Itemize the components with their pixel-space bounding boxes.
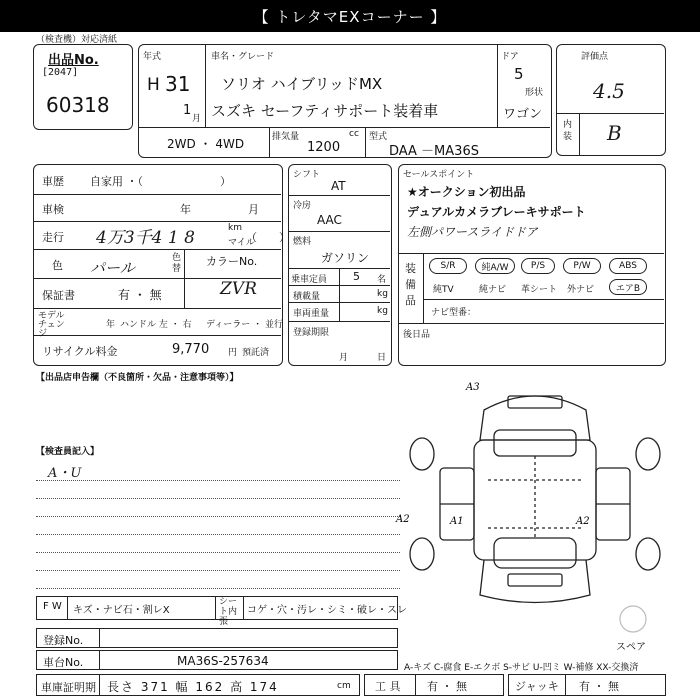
diagram-mark-a1: A1 xyxy=(450,516,464,527)
score-box xyxy=(556,44,666,156)
year-era: H xyxy=(147,75,160,95)
diagram-mark-a2-left: A2 xyxy=(396,514,410,525)
aircon-label: 冷房 xyxy=(293,201,312,211)
inspector-value: A・U xyxy=(48,466,82,481)
capacity-value: 5 xyxy=(353,270,360,283)
jack-value: 有 ・ 無 xyxy=(579,680,619,693)
handle-value: ハンドル 左 ・ 右 xyxy=(120,320,192,330)
recycle-unit: 円 xyxy=(228,348,238,358)
spare-tire-icon xyxy=(618,604,648,634)
equip-extnavi: 外ナビ xyxy=(567,285,595,295)
disp-unit: cc xyxy=(349,129,359,139)
load-unit: kg xyxy=(377,289,388,299)
jack-row xyxy=(508,674,666,696)
registration-label: 登録No. xyxy=(43,634,84,647)
model-change-year: 年 xyxy=(106,320,116,330)
lot-box xyxy=(33,44,133,130)
top-note: （検査機）対応済紙 xyxy=(36,35,118,45)
mileage-unit-km: km xyxy=(228,223,242,233)
history-label: 車歴 xyxy=(42,175,64,188)
tools-row xyxy=(364,674,504,696)
reg-expiry-month: 月 xyxy=(339,353,349,363)
mileage-value: 4万3千4 1 8 xyxy=(96,228,195,248)
warranty-value: 有 ・ 無 xyxy=(118,288,162,302)
shape-label: 形状 xyxy=(525,88,544,98)
equip-abs: ABS xyxy=(609,258,647,274)
month-value: 1 xyxy=(183,103,192,118)
equip-leather: 革シート xyxy=(521,285,558,295)
drive-text: 2WD ・ 4WD xyxy=(167,137,245,151)
equip-tv: 純TV xyxy=(433,285,454,295)
jack-label: ジャッキ xyxy=(515,680,559,693)
mileage-unit-mile: マイル xyxy=(228,238,255,248)
aircon-value: AAC xyxy=(317,213,342,227)
history-value: 自家用 ・（ ） xyxy=(90,175,231,188)
seat-label: シート内張 xyxy=(219,597,238,627)
sales-line2: デュアルカメラブレーキサポート xyxy=(407,205,586,219)
equip-pw: P/W xyxy=(563,258,601,274)
equip-sr: S/R xyxy=(429,258,467,274)
weight-unit: kg xyxy=(377,306,388,316)
capacity-label: 乗車定員 xyxy=(291,275,328,285)
year-value: 31 xyxy=(165,72,191,96)
sales-box xyxy=(398,164,666,366)
diagram-mark-a2-right: A2 xyxy=(576,516,590,527)
tools-value: 有 ・ 無 xyxy=(427,680,467,693)
equip-aw: 純A/W xyxy=(475,258,515,274)
equipment-label: 装備品 xyxy=(405,262,416,307)
tools-label: 工 具 xyxy=(375,680,401,693)
inspection-year: 年 xyxy=(180,203,191,216)
diagram-mark-a3: A3 xyxy=(466,382,480,393)
equip-airbag: エアB xyxy=(609,279,647,295)
shift-label: シフト xyxy=(293,170,321,180)
fuel-value: ガソリン xyxy=(321,251,370,265)
detail-box xyxy=(33,164,290,366)
weight-label: 車両重量 xyxy=(293,309,330,319)
registration-row xyxy=(36,628,398,648)
model-line1: ソリオ ハイブリッドMX xyxy=(221,75,383,93)
type-label: 型式 xyxy=(369,132,388,142)
shift-value: AT xyxy=(331,179,346,193)
color-code-value: ZVR xyxy=(220,279,257,299)
doors-value: 5 xyxy=(514,65,524,83)
load-label: 積載量 xyxy=(293,292,321,302)
inspection-label: 車検 xyxy=(42,203,64,216)
model-line2: スズキ セーフティサポート装着車 xyxy=(211,102,439,120)
chassis-value: MA36S-257634 xyxy=(177,654,269,668)
score-value: 4.5 xyxy=(593,79,625,103)
disp-label: 排気量 xyxy=(272,132,300,142)
model-label: 車名・グレード xyxy=(211,52,275,62)
score-label: 評価点 xyxy=(581,52,609,62)
interior-value: B xyxy=(607,121,622,145)
dealer-value: ディーラー ・ 並行 xyxy=(206,320,284,330)
type-value: DAA －MA36S xyxy=(389,144,479,159)
mileage-label: 走行 xyxy=(42,231,64,244)
disp-value: 1200 xyxy=(307,140,341,155)
damage-legend: A-キズ C-腐食 E-エクボ S-サビ U-凹ミ W-補修 XX-交換済 xyxy=(404,663,639,673)
color-code-label: カラーNo. xyxy=(206,255,258,268)
model-change-label: モデルチェンジ xyxy=(38,311,65,339)
lot-stamp: [2047] xyxy=(42,67,79,78)
color-change-label: 色替 xyxy=(172,253,182,274)
sales-line3: 左側パワースライドドア xyxy=(407,225,538,239)
sales-line1: ★オークション初出品 xyxy=(407,185,526,199)
month-unit: 月 xyxy=(192,114,202,124)
spare-label: スペア xyxy=(616,642,646,653)
fw-label: F W xyxy=(43,601,62,612)
cert-row xyxy=(36,674,360,696)
header-title: 【 トレタマEXコーナー 】 xyxy=(253,7,447,26)
fuel-label: 燃料 xyxy=(293,237,312,247)
equip-navi: 純ナビ xyxy=(479,285,507,295)
inspection-month: 月 xyxy=(248,203,259,216)
year-label: 年式 xyxy=(143,52,162,62)
cert-label: 車庫証明期 xyxy=(41,681,96,694)
lot-number: 60318 xyxy=(46,93,110,117)
damage-row xyxy=(36,596,407,627)
interior-label: 内装 xyxy=(563,120,573,142)
capacity-unit: 名 xyxy=(377,275,387,285)
navi-model: ナビ型番： xyxy=(431,308,477,318)
cert-value: 長さ 371 幅 162 高 174 xyxy=(107,680,279,694)
doors-label: ドア xyxy=(501,52,519,62)
recycle-label: リサイクル料金 xyxy=(42,345,118,358)
reg-expiry-label: 登録期限 xyxy=(293,328,330,338)
color-value: パール xyxy=(90,259,135,277)
shape-value: ワゴン xyxy=(503,107,543,122)
header-bar xyxy=(0,0,700,32)
chassis-label: 車台No. xyxy=(43,656,84,669)
mileage-paren: （ ） xyxy=(246,231,290,244)
recycle-status: 預託済 xyxy=(242,348,270,358)
equip-ps: P/S xyxy=(521,258,555,274)
postfit-label: 後日品 xyxy=(403,330,431,340)
vehicle-box xyxy=(138,44,552,158)
seat-items: コゲ・穴・汚レ・シミ・破レ・スレ xyxy=(247,605,407,616)
inspector-label: 【検査員記入】 xyxy=(36,447,100,457)
fw-items: キズ・ナビ石・割レX xyxy=(73,605,170,616)
recycle-value: 9,770 xyxy=(172,342,210,357)
chassis-row xyxy=(36,650,398,670)
color-label: 色 xyxy=(52,259,63,272)
lot-label: 出品No. xyxy=(48,53,99,68)
seller-note-label: 【出品店申告欄（不良箇所・欠品・注意事項等）】 xyxy=(36,373,239,383)
sales-label: セールスポイント xyxy=(403,170,475,180)
reg-expiry-day: 日 xyxy=(377,353,387,363)
cert-unit: cm xyxy=(337,681,351,691)
warranty-label: 保証書 xyxy=(42,289,75,302)
spec-box xyxy=(288,164,392,366)
car-diagram xyxy=(396,370,670,610)
